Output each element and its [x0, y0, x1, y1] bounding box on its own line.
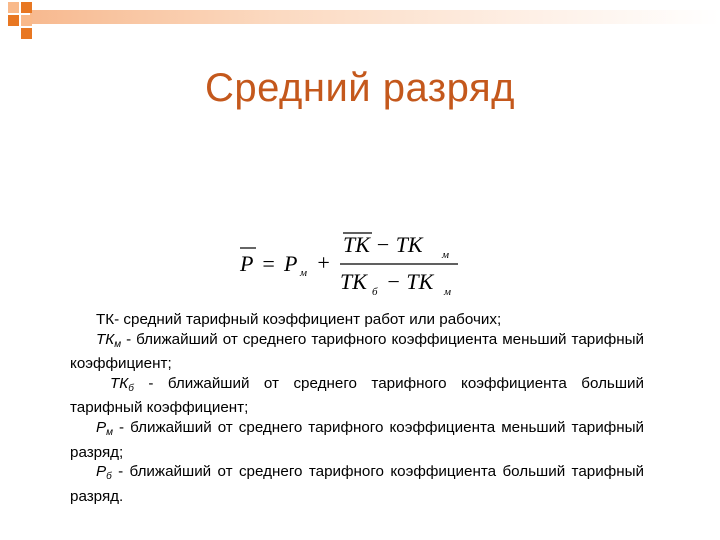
formula-den-b-sub: м: [444, 286, 452, 298]
formula-plus: +: [316, 250, 331, 275]
definition-tk-m-symbol: ТК: [96, 330, 115, 348]
definition-tk-m-text: - ближайший от среднего тарифного коэффициента меньший тарифный коэффициент;: [70, 330, 644, 373]
formula-lhs: P: [240, 251, 254, 276]
definition-tk-b-text: - ближайший от среднего тарифного коэффициента больший тарифный коэффициент;: [70, 374, 644, 417]
definition-p-m-text: - ближайший от среднего тарифного коэффициента меньший тарифный разряд;: [70, 418, 644, 461]
definition-tk-text: ТК- средний тарифный коэффициент работ или рабочих;: [96, 311, 502, 328]
definition-p-b-sub: б: [106, 471, 112, 483]
formula-numerator: ТК − ТК: [343, 232, 423, 257]
corner-square-1: [8, 2, 19, 13]
corner-square-4: [21, 15, 32, 26]
definition-tk-m: [70, 330, 644, 374]
formula-num-sub: м: [442, 249, 450, 261]
formula-p-m-sub: м: [300, 267, 308, 279]
definition-p-b: [70, 462, 644, 506]
definition-tk-b: [70, 374, 644, 418]
formula-p-m: P: [284, 251, 298, 276]
corner-square-5: [21, 28, 32, 39]
definitions: [70, 310, 644, 506]
definition-tk-b-sub: б: [128, 382, 134, 394]
formula: [236, 228, 468, 298]
definition-p-b-symbol: Р: [96, 463, 107, 481]
top-accent-bar: [30, 10, 720, 24]
definition-p-m-symbol: Р: [96, 418, 107, 436]
definition-tk: [70, 310, 644, 330]
formula-den-a-sub: б: [372, 286, 378, 298]
formula-den-b: − ТК: [386, 269, 434, 294]
definition-p-m-sub: м: [106, 426, 113, 438]
definition-tk-m-sub: м: [114, 338, 122, 350]
formula-equals: =: [261, 251, 276, 276]
corner-square-3: [8, 15, 19, 26]
formula-den-a: ТК: [340, 269, 367, 294]
corner-square-2: [21, 2, 32, 13]
slide-title: Средний разряд: [205, 66, 515, 110]
definition-p-m: [70, 418, 644, 462]
definition-tk-b-symbol: ТК: [110, 374, 129, 392]
definition-p-b-text: - ближайший от среднего тарифного коэффициента больший тарифный разряд.: [70, 463, 644, 505]
